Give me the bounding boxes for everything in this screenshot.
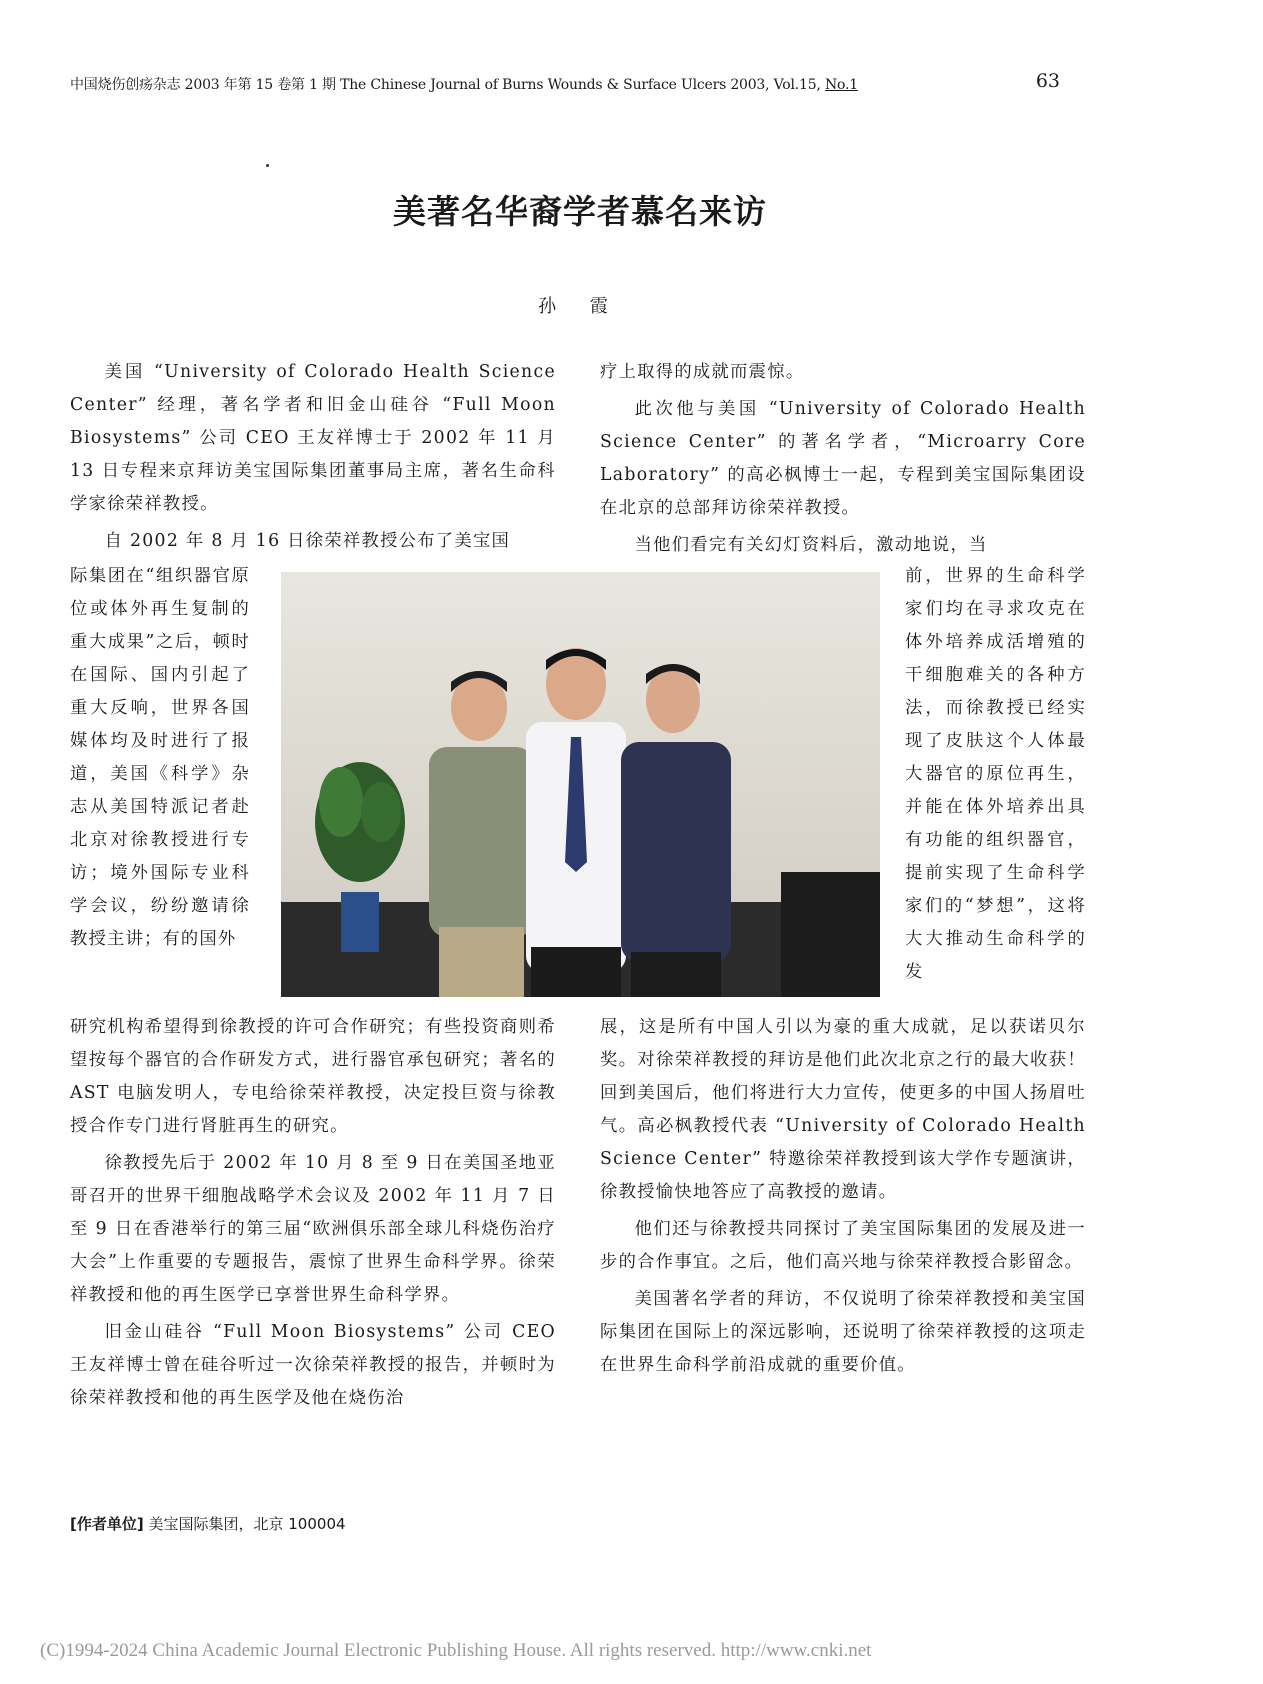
ink-dot xyxy=(266,164,269,167)
right-paragraph-3-narrow: 前，世界的生命科学家们均在寻求攻克在体外培养成活增殖的干细胞难关的各种方法，而徐教授已经实现了皮肤这个人体最大器官的原位再生，并能在体外培养出具有功能的组织器官，提前实现了生命科学家们的“梦想”，这将大大推动生命科学的发 xyxy=(905,566,1086,982)
article-author: 孙 霞 xyxy=(538,296,622,317)
author-affiliation xyxy=(70,1513,346,1534)
group-photo-image xyxy=(281,572,880,997)
right-paragraph-2: 此次他与美国 “University of Colorado Health Science Center” 的著名学者，“Microarry Core Laboratory” 的高必枫博士一起，专程到美宝国际集团设在北京的总部拜访徐荣祥教授。 xyxy=(600,399,1086,518)
left-paragraph-2-lead: 自 2002 年 8 月 16 日徐荣祥教授公布了美宝国 xyxy=(104,531,511,551)
copyright-footer: (C)1994-2024 China Academic Journal Electronic Publishing House. All rights reserved. http://www.cnki.net xyxy=(40,1640,872,1661)
issue-number: No.1 xyxy=(824,77,858,93)
journal-citation-text: 中国烧伤创疡杂志 2003 年第 15 卷第 1 期 The Chinese Journal of Burns Wounds & Surface Ulcers 2003, Vol.15, xyxy=(70,77,825,93)
right-paragraph-3-lead: 当他们看完有关幻灯资料后，激动地说，当 xyxy=(634,535,988,555)
left-column-bottom xyxy=(70,1011,556,1419)
page-number: 63 xyxy=(1035,70,1060,92)
left-paragraph-2-narrow: 际集团在“组织器官原位或体外再生复制的重大成果”之后，顿时在国际、国内引起了重大反响，世界各国媒体均及时进行了报道，美国《科学》杂志从美国特派记者赴北京对徐教授进行专访；境外国际专业科学会议，纷纷邀请徐教授主讲；有的国外 xyxy=(70,566,250,949)
right-wrap-text xyxy=(905,560,1086,989)
right-paragraph-5: 美国著名学者的拜访，不仅说明了徐荣祥教授和美宝国际集团在国际上的深远影响，还说明了徐荣祥教授的这项走在世界生命科学前沿成就的重要价值。 xyxy=(600,1289,1086,1375)
right-paragraph-1: 疗上取得的成就而震惊。 xyxy=(600,362,805,382)
left-column-top xyxy=(70,356,556,558)
left-paragraph-4: 旧金山硅谷 “Full Moon Biosystems” 公司 CEO 王友祥博士曾在硅谷听过一次徐荣祥教授的报告，并顿时为徐荣祥教授和他的再生医学及他在烧伤治 xyxy=(70,1322,556,1408)
affiliation-text: 美宝国际集团，北京 100004 xyxy=(148,1515,346,1533)
left-wrap-text xyxy=(70,560,250,956)
left-paragraph-3: 徐教授先后于 2002 年 10 月 8 至 9 日在美国圣地亚哥召开的世界干细胞战略学术会议及 2002 年 11 月 7 日至 9 日在香港举行的第三届“欧洲俱乐部全球儿科烧伤治疗大会”上作重要的专题报告，震惊了世界生命科学界。徐荣祥教授和他的再生医学已享誉世界生命科学界。 xyxy=(70,1153,556,1305)
journal-citation xyxy=(70,74,858,94)
left-paragraph-2-tail: 研究机构希望得到徐教授的许可合作研究；有些投资商则希望按每个器官的合作研发方式，进行器官承包研究；著名的 AST 电脑发明人，专电给徐荣祥教授，决定投巨资与徐教授合作专门进行肾脏再生的研究。 xyxy=(70,1017,556,1136)
right-column-top xyxy=(600,356,1086,562)
affiliation-label: [作者单位] xyxy=(70,1515,144,1533)
right-paragraph-4: 他们还与徐教授共同探讨了美宝国际集团的发展及进一步的合作事宜。之后，他们高兴地与徐荣祥教授合影留念。 xyxy=(600,1219,1086,1272)
running-header xyxy=(70,70,1060,94)
left-paragraph-1: 美国 “University of Colorado Health Science Center” 经理，著名学者和旧金山硅谷 “Full Moon Biosystems” 公司 CEO 王友祥博士于 2002 年 11 月 13 日专程来京拜访美宝国际集团董事局主席，著名生命科学家徐荣祥教授。 xyxy=(70,362,556,514)
group-photo xyxy=(281,572,880,997)
right-column-bottom xyxy=(600,1011,1086,1386)
right-paragraph-3-tail: 展，这是所有中国人引以为豪的重大成就，足以获诺贝尔奖。对徐荣祥教授的拜访是他们此次北京之行的最大收获！回到美国后，他们将进行大力宣传，使更多的中国人扬眉吐气。高必枫教授代表 “University of Colorado Health Science Center” 特邀徐荣祥教授到该大学作专题演讲，徐教授愉快地答应了高教授的邀请。 xyxy=(600,1017,1086,1202)
article-title: 美著名华裔学者慕名来访 xyxy=(393,192,767,231)
